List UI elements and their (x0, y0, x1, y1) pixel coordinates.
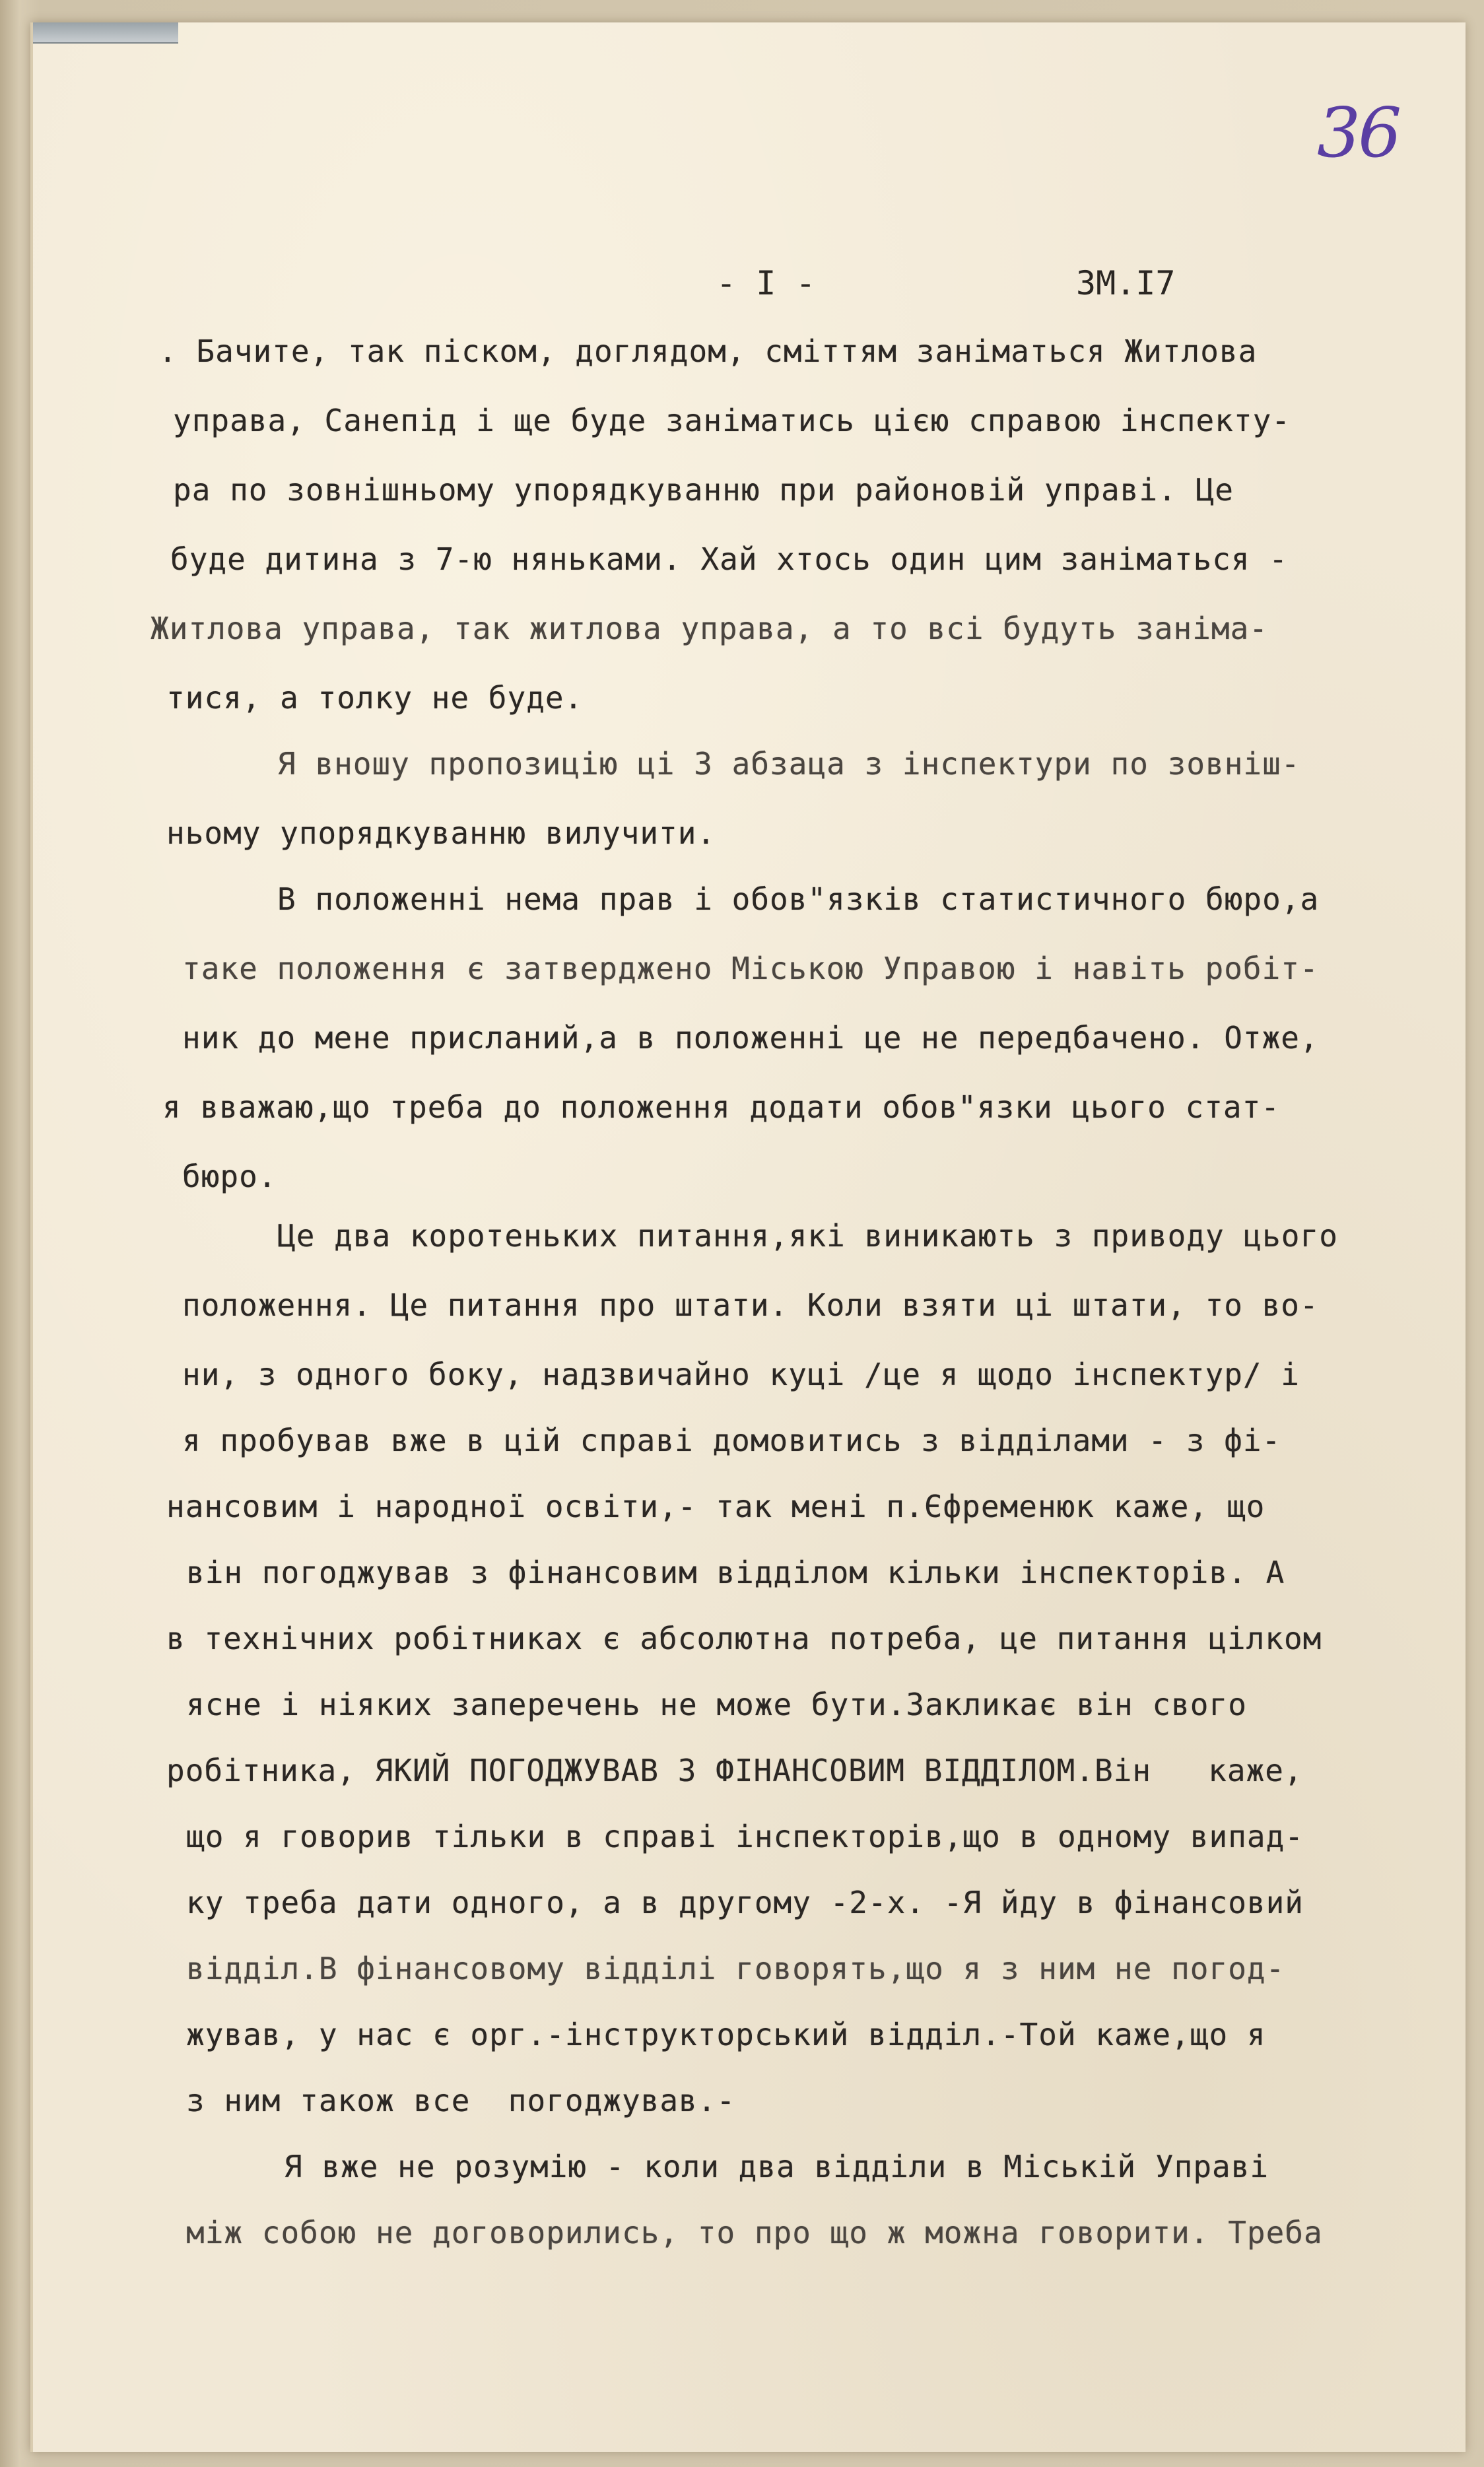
text-line: бюро. (182, 1159, 277, 1194)
text-line: ясне і ніяких заперечень не може бути.Закликає він свого (186, 1687, 1247, 1722)
text-line: я пробував вже в цій справі домовитись з відділами - з фі- (182, 1423, 1281, 1458)
text-line: між собою не договорились, то про що ж можна говорити. Треба (186, 2215, 1323, 2250)
text-line: жував, у нас є орг.-інструкторський відділ.-Той каже,що я (186, 2017, 1266, 2052)
text-line: Це два коротеньких питання,які виникають з приводу цього (277, 1218, 1338, 1254)
text-line: В положенні нема прав і обов"язків статистичного бюро,а (277, 881, 1320, 917)
text-line: Я вже не розумію - коли два відділи в Міській Управі (284, 2149, 1269, 2184)
text-line: ньому упорядкуванню вилучити. (166, 815, 716, 851)
text-line: управа, Санепід і ще буде заніматись цією справою інспекту- (173, 403, 1291, 438)
text-line: нансовим і народної освіти,- так мені п.Єфременюк каже, що (166, 1489, 1265, 1524)
text-line: в технічних робітниках є абсолютна потреба, це питання цілком (166, 1621, 1322, 1656)
text-line: таке положення є затверджено Міською Управою і навіть робіт- (182, 951, 1319, 986)
text-line: з ним також все погоджував.- (186, 2083, 736, 2118)
text-line: ра по зовнішньому упорядкуванню при районовій управі. Це (173, 472, 1234, 508)
text-line: тися, а толку не буде. (166, 680, 584, 716)
text-line: Я вношу пропозицію ці 3 абзаца з інспектури по зовніш- (277, 746, 1300, 782)
text-line: буде дитина з 7-ю няньками. Хай хтось один цим заніматься - (170, 541, 1288, 577)
text-line: я вважаю,що треба до положення додати обов"язки цього стат- (162, 1089, 1280, 1125)
text-line: відділ.В фінансовому відділі говорять,що я з ним не погод- (186, 1951, 1285, 1986)
text-line: робітника, ЯКИЙ ПОГОДЖУВАВ З ФІНАНСОВИМ ВІДДІЛОМ.Він каже, (166, 1753, 1303, 1788)
text-line: він погоджував з фінансовим відділом кільки інспекторів. А (186, 1555, 1285, 1590)
text-line: ни, з одного боку, надзвичайно куці /це я щодо інспектур/ і (182, 1357, 1300, 1392)
page-number: - I - (716, 264, 816, 302)
text-line: що я говорив тільки в справі інспекторів,що в одному випад- (186, 1819, 1304, 1854)
text-line: Житлова управа, так житлова управа, а то всі будуть заніма- (151, 611, 1268, 646)
document-code: ЗМ.I7 (1076, 264, 1176, 302)
text-line: . Бачите, так піском, доглядом, сміттям заніматься Житлова (158, 333, 1258, 369)
text-line: ку треба дати одного, а в другому -2-х. -Я йду в фінансовий (186, 1885, 1304, 1920)
text-line: положення. Це питання про штати. Коли взяти ці штати, то во- (182, 1287, 1319, 1323)
text-line: ник до мене присланий,а в положенні це не передбачено. Отже, (182, 1020, 1319, 1056)
folio-number: 36 (1317, 92, 1400, 173)
